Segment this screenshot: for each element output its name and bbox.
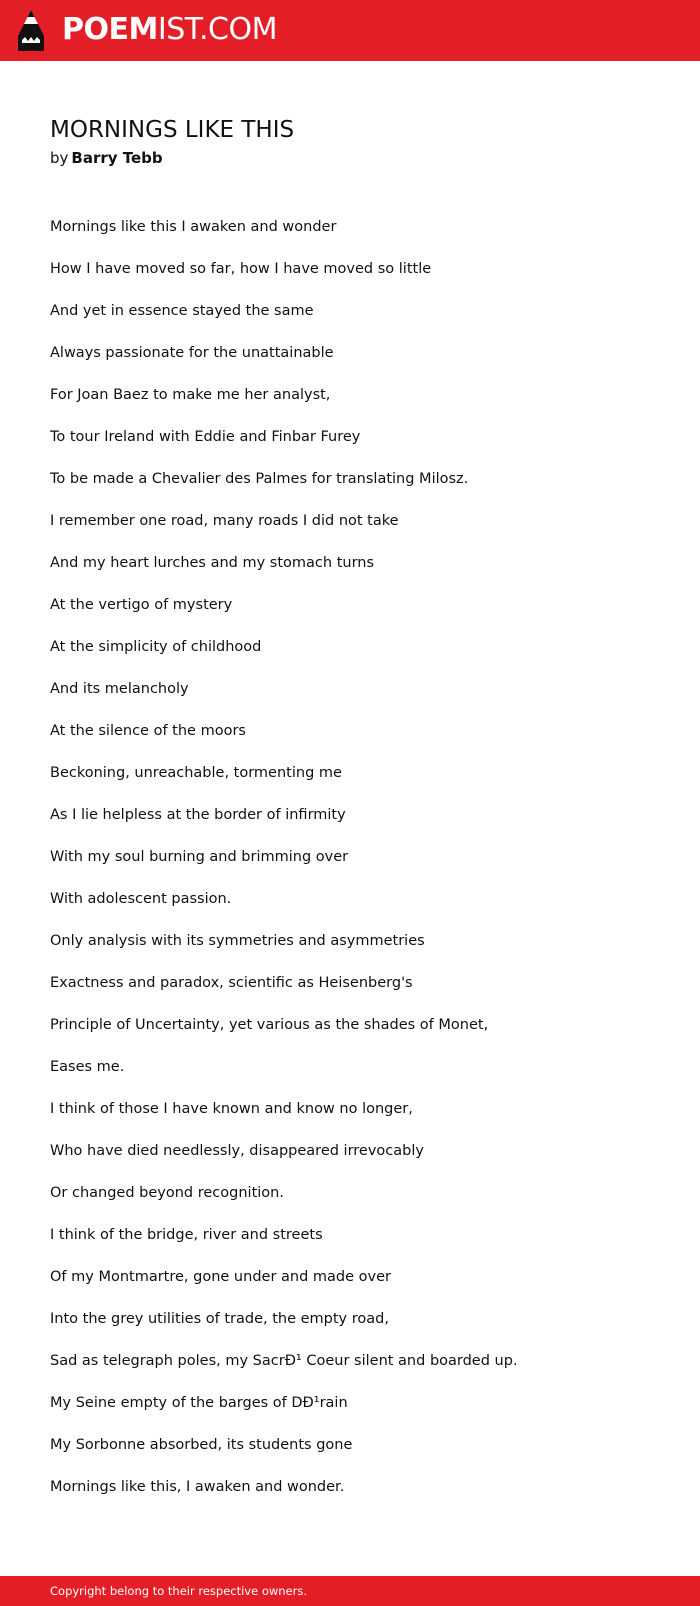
poem-line: Principle of Uncertainty, yet various as the shades of Monet,	[50, 1017, 489, 1033]
poem-line: Mornings like this I awaken and wonder	[50, 219, 337, 235]
site-footer	[0, 1576, 700, 1606]
by-label: by	[50, 149, 69, 167]
poem-line: Always passionate for the unattainable	[50, 345, 334, 361]
poem-line: I remember one road, many roads I did not take	[50, 513, 399, 529]
poem-line: At the vertigo of mystery	[50, 597, 233, 613]
poem-line: As I lie helpless at the border of infirmity	[50, 807, 346, 823]
poem-line: With my soul burning and brimming over	[50, 849, 349, 865]
poem-title: MORNINGS LIKE THIS	[50, 117, 295, 143]
poem-line: I think of those I have known and know no longer,	[50, 1101, 413, 1117]
poem-line: And yet in essence stayed the same	[50, 303, 314, 319]
poem-line: And my heart lurches and my stomach turns	[50, 555, 375, 571]
poem-line: Who have died needlessly, disappeared irrevocably	[50, 1143, 424, 1159]
copyright-notice: Copyright belong to their respective owners.	[50, 1584, 308, 1598]
poem-line: I think of the bridge, river and streets	[50, 1227, 323, 1243]
author-name: Barry Tebb	[71, 149, 163, 167]
logo-text-light: IST.COM	[157, 12, 277, 47]
poem-line: To tour Ireland with Eddie and Finbar Furey	[50, 429, 361, 445]
poem-body	[50, 217, 518, 1519]
site-logo-link[interactable]	[62, 12, 277, 48]
poem-line: Beckoning, unreachable, tormenting me	[50, 765, 342, 781]
poem-line: Exactness and paradox, scientific as Heisenberg's	[50, 975, 413, 991]
pencil-icon[interactable]	[18, 10, 44, 51]
poem-line: At the silence of the moors	[50, 723, 246, 739]
poem-line: Only analysis with its symmetries and asymmetries	[50, 933, 425, 949]
poem-line: And its melancholy	[50, 681, 189, 697]
logo-text-bold: POEM	[62, 12, 158, 47]
poem-line: To be made a Chevalier des Palmes for translating Milosz.	[50, 471, 469, 487]
poem-line: At the simplicity of childhood	[50, 639, 262, 655]
poem-line: Eases me.	[50, 1059, 125, 1075]
site-header	[0, 0, 700, 61]
poem-line: How I have moved so far, how I have moved so little	[50, 261, 432, 277]
poem-byline	[50, 147, 163, 169]
poem-line: Sad as telegraph poles, my SacrÐ¹ Coeur silent and boarded up.	[50, 1353, 518, 1369]
poem-line: For Joan Baez to make me her analyst,	[50, 387, 331, 403]
poem-line: With adolescent passion.	[50, 891, 232, 907]
poem-line: Mornings like this, I awaken and wonder.	[50, 1479, 345, 1495]
poem-line: My Sorbonne absorbed, its students gone	[50, 1437, 353, 1453]
poem-line: My Seine empty of the barges of DÐ¹rain	[50, 1395, 348, 1411]
poem-line: Into the grey utilities of trade, the empty road,	[50, 1311, 389, 1327]
poem-line: Or changed beyond recognition.	[50, 1185, 284, 1201]
poem-line: Of my Montmartre, gone under and made over	[50, 1269, 391, 1285]
